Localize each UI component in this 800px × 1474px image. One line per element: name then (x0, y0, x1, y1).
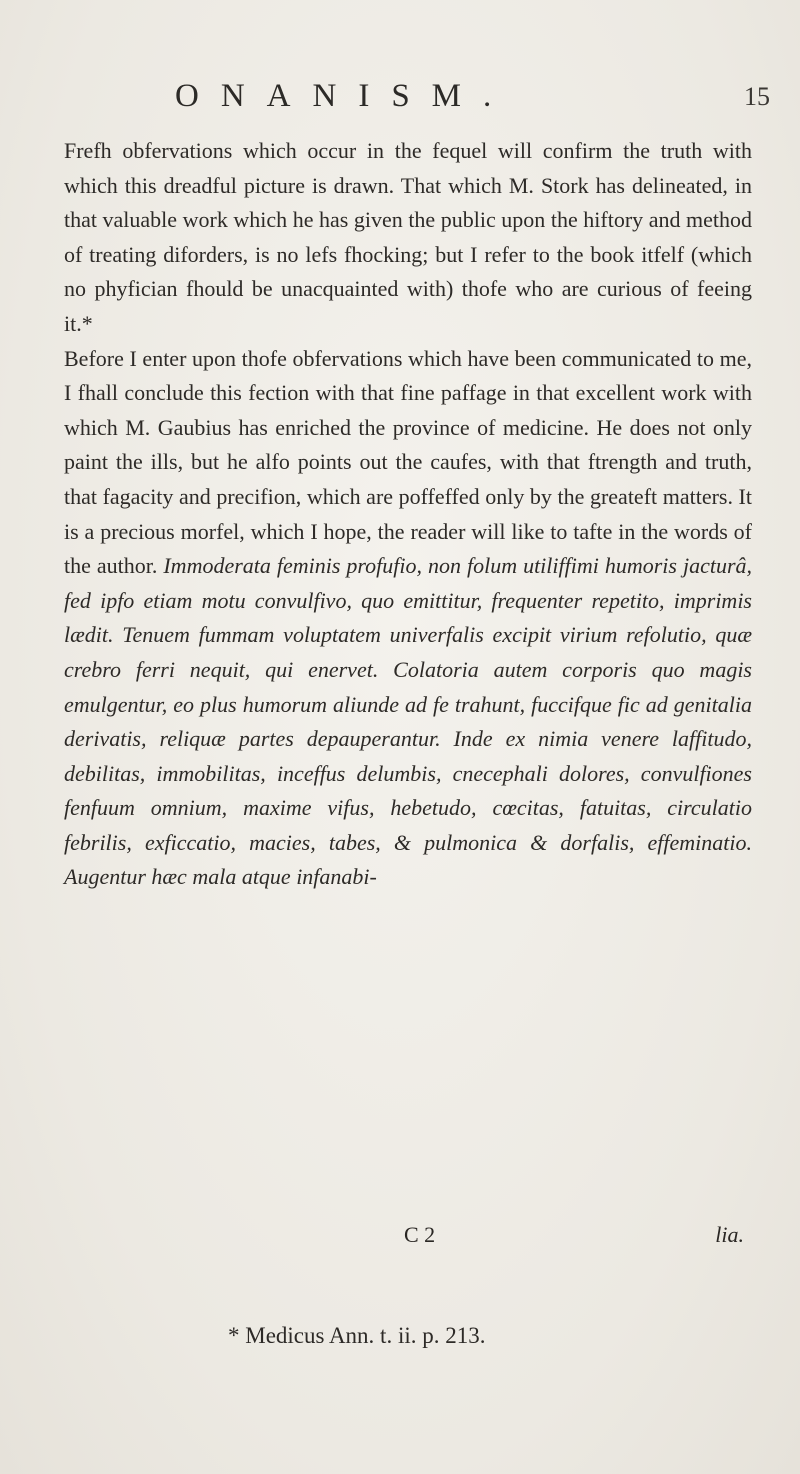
running-head (0, 78, 800, 118)
page-number: 15 (744, 82, 770, 111)
running-title: ONANISM. (175, 78, 514, 114)
paragraph-1: Frefh obfervations which occur in the fequel will confirm the truth with which this dreadful picture is drawn. That which M. Stork has delineated, in that valuable work which he has given the public upon the hiftory and method of treating diforders, is no lefs fhocking; but I refer to the book itfelf (which no phyfician fhould be unacquainted with) thofe who are curious of feeing it.* (64, 138, 752, 336)
paragraph-2-english: Before I enter upon thofe obfervations which have been communicated to me, I fhall conclude this fection with that fine paffage in that excellent work with which M. Gaubius has enriched the province of medicine. He does not only paint the ills, but he alfo points out the caufes, with that ftrength and truth, that fagacity and precifion, which are poffeffed only by the greateft matters. It is a precious morfel, which I hope, the reader will like to tafte in the words of the author. (64, 345, 752, 579)
body-text (64, 134, 752, 895)
catchword: lia. (715, 1222, 744, 1247)
page-foot-row (64, 1222, 752, 1256)
footnote: * Medicus Ann. t. ii. p. 213. (228, 1323, 486, 1348)
latin-quotation: Immoderata feminis profufio, non folum utiliffimi humoris jacturâ, fed ipfo etiam motu convulfivo, quo emittitur, frequenter repetito, imprimis lædit. Tenuem fummam voluptatem univerfalis excipit virium refolutio, quæ crebro ferri nequit, qui enervet. Colatoria autem corporis quo magis emulgentur, eo plus humorum aliunde ad fe trahunt, fuccifque fic ad genitalia derivatis, reliquæ partes depauperantur. Inde ex nimia venere laffitudo, debilitas, immobilitas, inceffus delumbis, cnecephali dolores, convulfiones fenfuum omnium, maxime vifus, hebetudo, cœcitas, fatuitas, circulatio febrilis, exficcatio, macies, tabes, & pulmonica & dorfalis, effeminatio. Augentur hæc mala atque infanabi- (64, 553, 753, 890)
signature-mark: C 2 (404, 1222, 436, 1247)
paragraph-2 (64, 342, 752, 896)
